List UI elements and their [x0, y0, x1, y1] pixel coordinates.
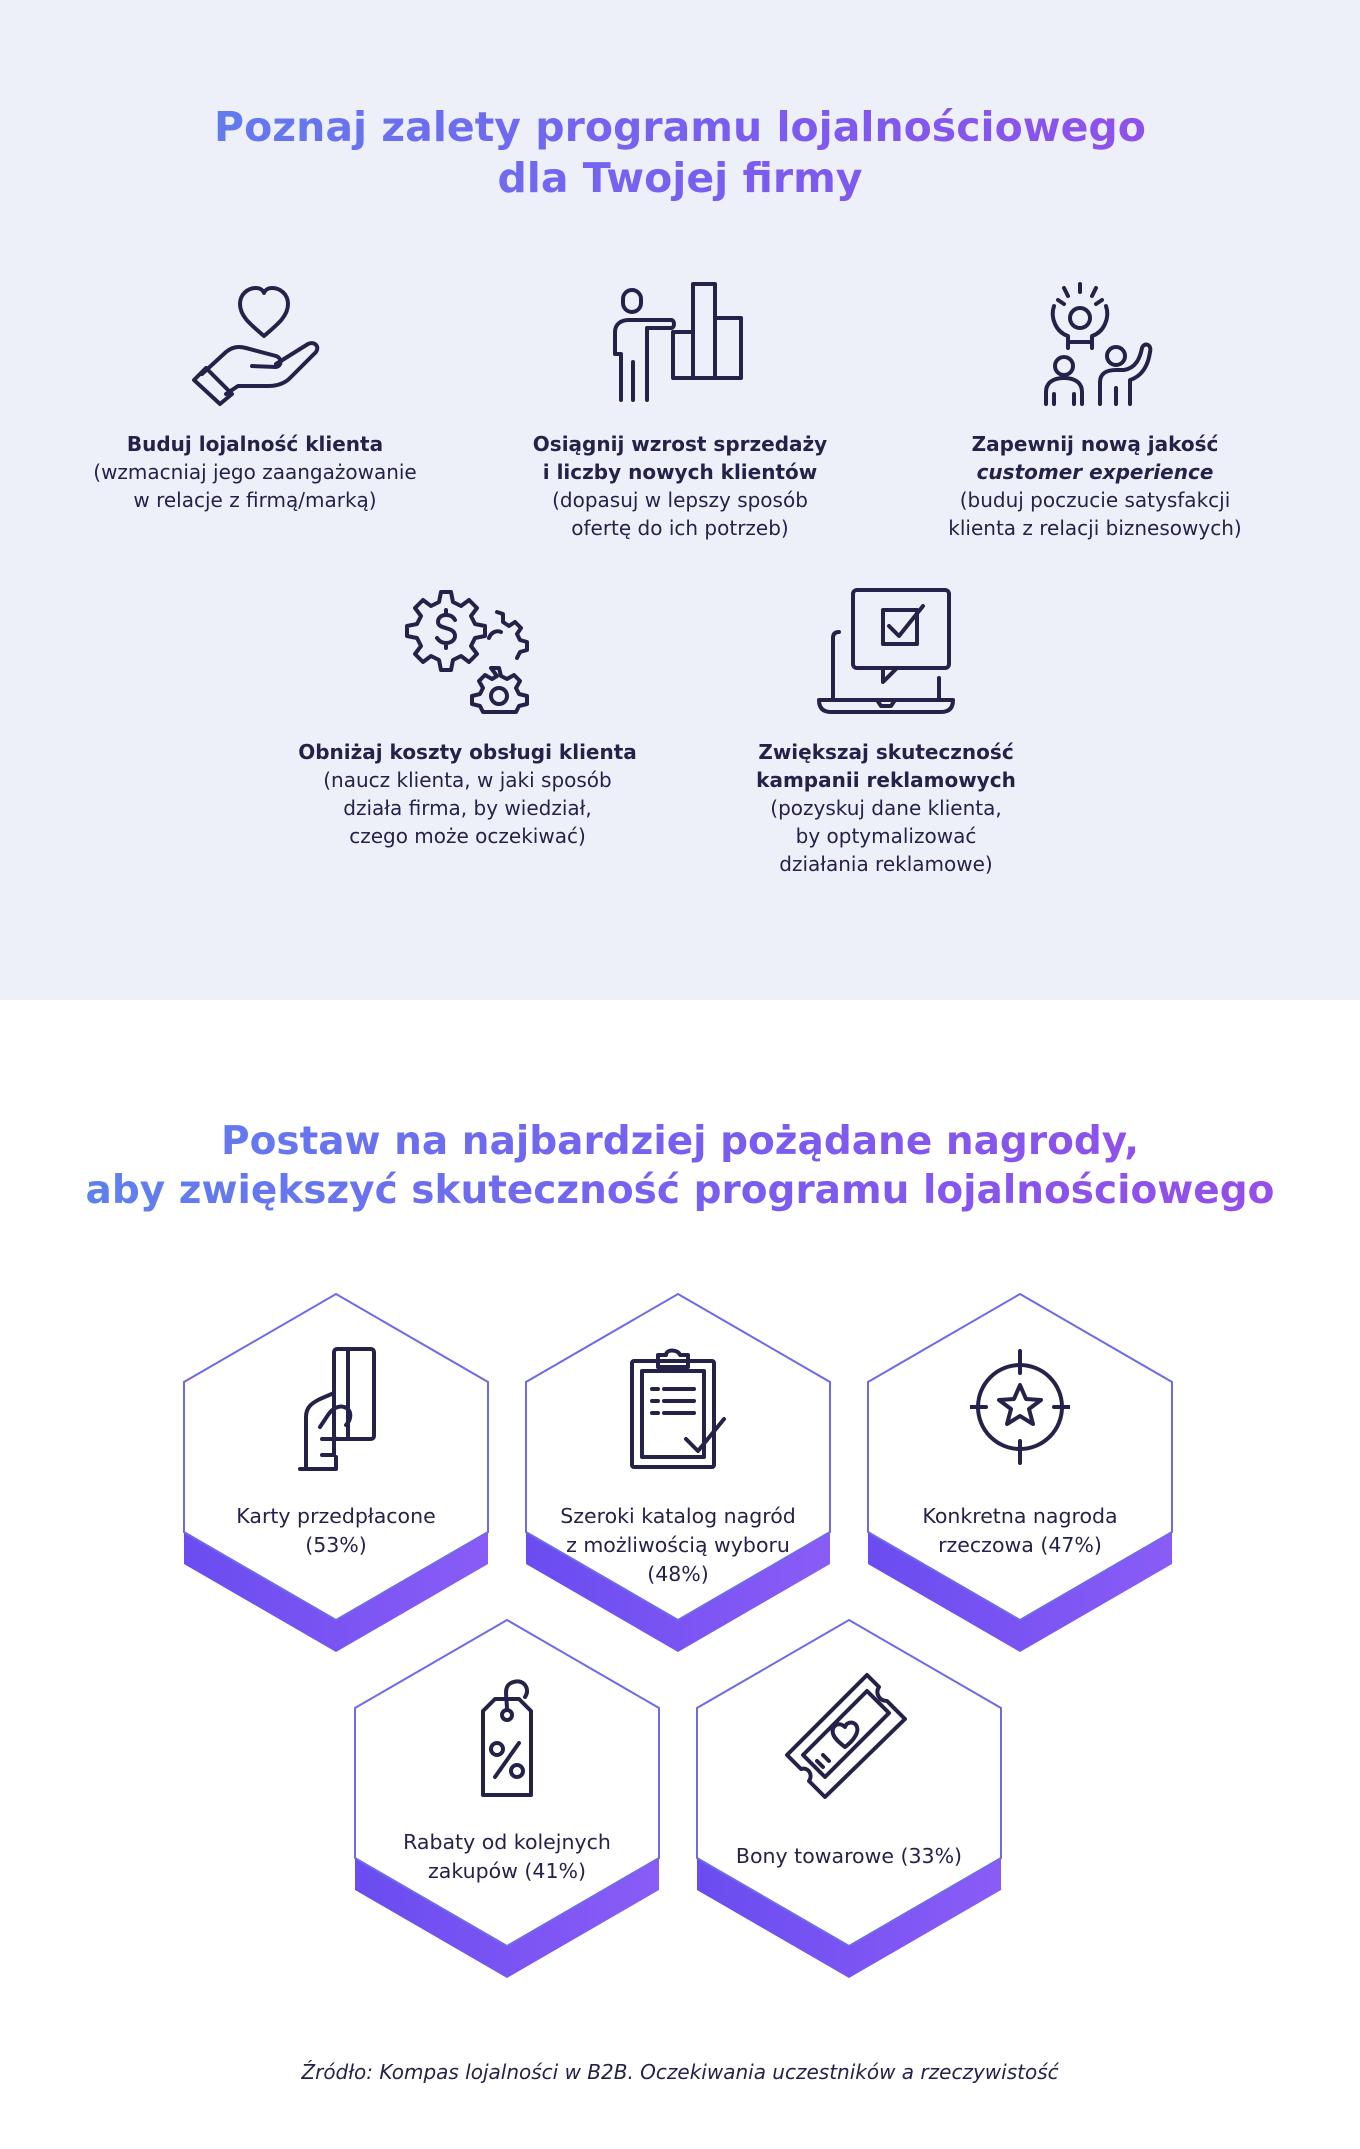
- benefit-loyalty: Buduj lojalność klienta (wzmacniaj jego zaangażowanie w relacje z firmą/marką): [65, 278, 445, 514]
- source-note: Źródło: Kompas lojalności w B2B. Oczekiwania uczestników a rzeczywistość: [301, 2060, 1059, 2084]
- discount-tag-icon: [457, 1671, 557, 1801]
- reward-vouchers: [691, 1616, 1007, 1986]
- target-star-icon: [970, 1345, 1070, 1475]
- voucher-ticket-icon: [783, 1671, 913, 1801]
- reward-prepaid-cards: [178, 1290, 494, 1660]
- benefits-title: Poznaj zalety programu lojalnościowego dla Twojej firmy: [0, 102, 1360, 205]
- benefit-sales-growth: Osiągnij wzrost sprzedaży i liczby nowych klientów (dopasuj w lepszy sposób ofertę do ich potrzeb): [490, 278, 870, 542]
- prepaid-card-icon: [286, 1345, 386, 1475]
- reward-label: Karty przedpłacone (53%): [236, 1504, 436, 1557]
- celebrating-people-icon: [1020, 278, 1170, 408]
- presenter-chart-icon: [605, 278, 755, 408]
- benefit-customer-experience: Zapewnij nową jakość customer experience (buduj poczucie satysfakcji klienta z relacji biznesowych): [905, 278, 1285, 542]
- cost-gears-icon: [393, 586, 543, 716]
- reward-catalog: [520, 1290, 836, 1660]
- clipboard-catalog-icon: [628, 1345, 728, 1475]
- reward-label: Szeroki katalog nagród z możliwością wyboru (48%): [560, 1504, 796, 1586]
- reward-discounts: [349, 1616, 665, 1986]
- laptop-checkbox-icon: [811, 586, 961, 716]
- reward-label: Bony towarowe (33%): [735, 1844, 963, 1868]
- reward-physical-prize: [862, 1290, 1178, 1660]
- rewards-title: Postaw na najbardziej pożądane nagrody, aby zwiększyć skuteczność programu lojalnościowego: [0, 1118, 1360, 1216]
- hand-heart-icon: [180, 278, 330, 408]
- reward-label: Konkretna nagroda rzeczowa (47%): [922, 1504, 1118, 1557]
- benefit-ad-campaigns: Zwiększaj skuteczność kampanii reklamowych (pozyskuj dane klienta, by optymalizować działania reklamowe): [696, 586, 1076, 878]
- reward-label: Rabaty od kolejnych zakupów (41%): [403, 1830, 611, 1883]
- benefit-lower-costs: Obniżaj koszty obsługi klienta (naucz klienta, w jaki sposób działa firma, by wiedział, czego może oczekiwać): [270, 586, 665, 850]
